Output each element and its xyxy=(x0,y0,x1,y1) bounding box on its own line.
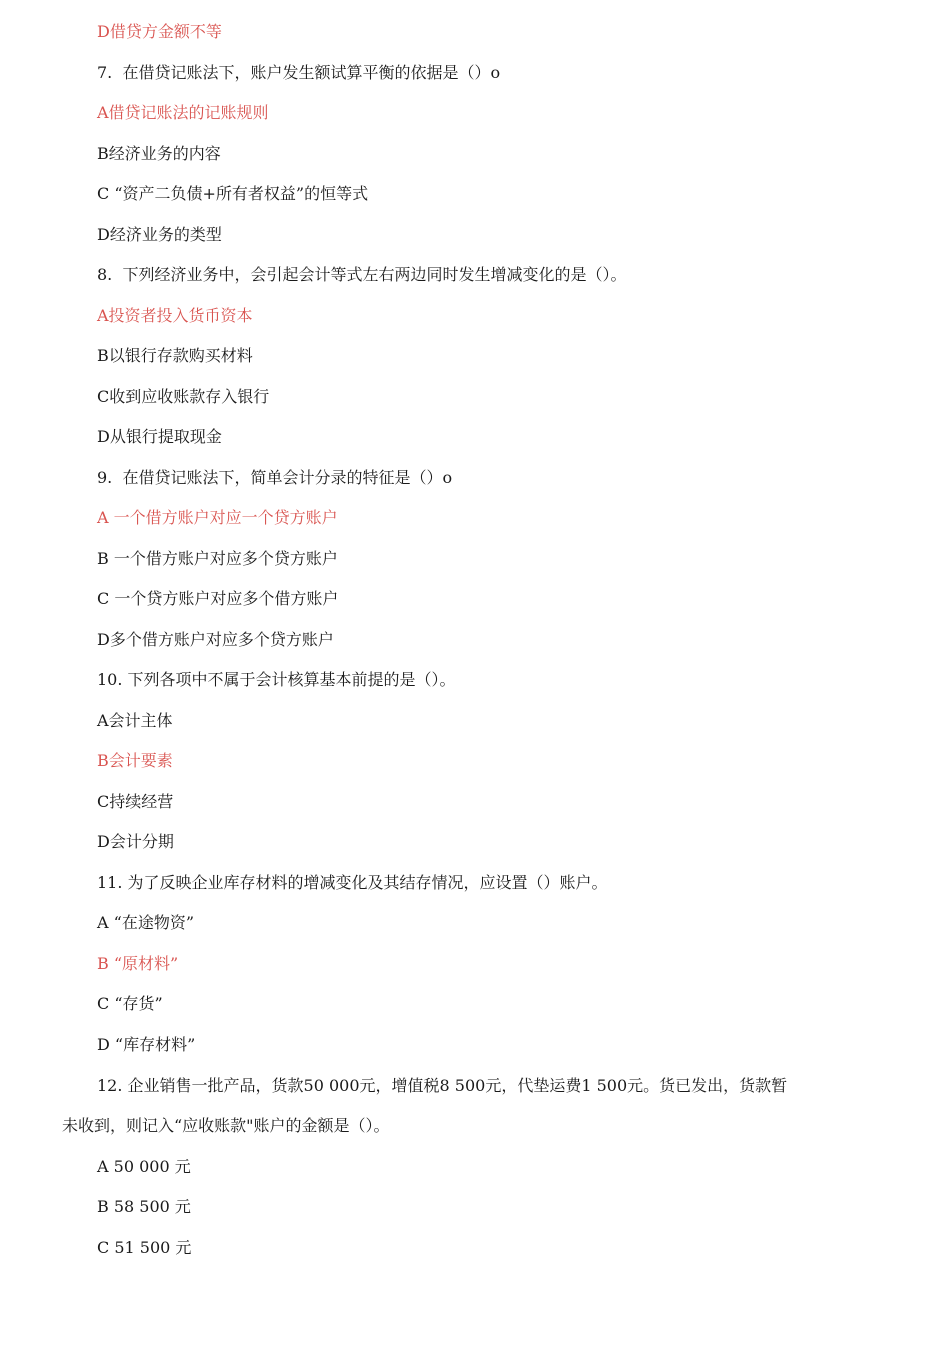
option-c-q8: C收到应收账款存入银行 xyxy=(97,387,270,406)
option-b-q9: B 一个借方账户对应多个贷方账户 xyxy=(97,549,338,568)
option-c-q12: C 51 500 元 xyxy=(97,1238,192,1257)
option-d-q6: D借贷方金额不等 xyxy=(97,22,222,41)
option-d-q9: D多个借方账户对应多个贷方账户 xyxy=(97,630,334,649)
question-12-continued: 未收到，则记入“应收账款"账户的金额是（）。 xyxy=(62,1116,390,1135)
option-a-q10: A会计主体 xyxy=(97,711,173,730)
option-a-q11: A “在途物资” xyxy=(97,913,195,932)
option-c-q9: C 一个贷方账户对应多个借方账户 xyxy=(97,589,339,608)
option-d-q10: D会计分期 xyxy=(97,832,174,851)
option-a-q12: A 50 000 元 xyxy=(97,1157,191,1176)
question-8: 8. 下列经济业务中，会引起会计等式左右两边同时发生增减变化的是（）。 xyxy=(97,265,627,284)
option-b-q8: B以银行存款购买材料 xyxy=(97,346,253,365)
question-12: 12. 企业销售一批产品，货款50 000元，增值税8 500元，代垫运费1 500元。货已发出，货款暂 xyxy=(97,1076,788,1095)
option-a-q8: A投资者投入货币资本 xyxy=(97,306,253,325)
option-c-q11: C “存货” xyxy=(97,994,163,1013)
option-c-q7: C “资产二负债+所有者权益”的恒等式 xyxy=(97,184,369,203)
option-b-q12: B 58 500 元 xyxy=(97,1197,191,1216)
question-7: 7. 在借贷记账法下，账户发生额试算平衡的依据是（）o xyxy=(97,63,501,82)
question-11: 11. 为了反映企业库存材料的增减变化及其结存情况，应设置（）账户。 xyxy=(97,873,608,892)
option-a-q9: A 一个借方账户对应一个贷方账户 xyxy=(97,508,338,527)
question-9: 9. 在借贷记账法下，简单会计分录的特征是（）o xyxy=(97,468,453,487)
option-d-q11: D “库存材料” xyxy=(97,1035,196,1054)
question-10: 10. 下列各项中不属于会计核算基本前提的是（）。 xyxy=(97,670,456,689)
option-b-q10: B会计要素 xyxy=(97,751,173,770)
option-b-q7: B经济业务的内容 xyxy=(97,144,221,163)
option-c-q10: C持续经营 xyxy=(97,792,174,811)
option-d-q8: D从银行提取现金 xyxy=(97,427,222,446)
option-a-q7: A借贷记账法的记账规则 xyxy=(97,103,269,122)
option-d-q7: D经济业务的类型 xyxy=(97,225,222,244)
option-b-q11: B “原材料” xyxy=(97,954,179,973)
